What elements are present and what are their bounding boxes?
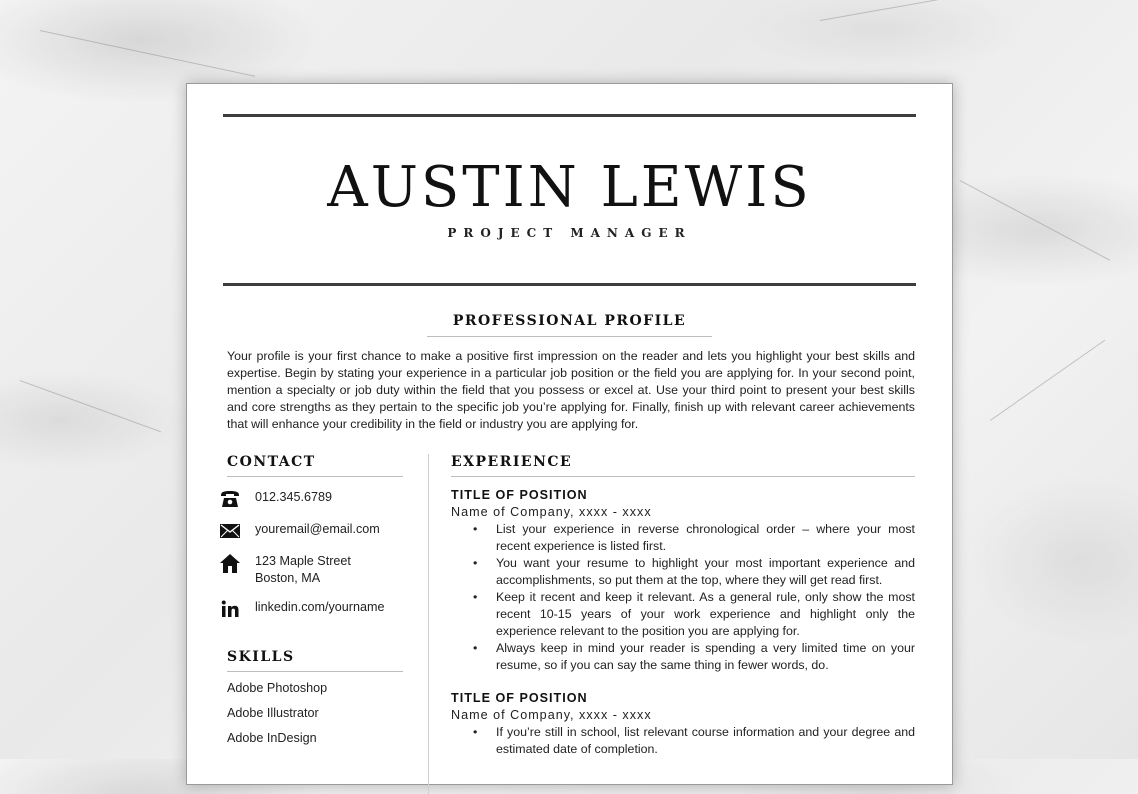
marble-vein — [40, 30, 255, 77]
skills-list — [227, 680, 403, 747]
candidate-name: AUSTIN LEWIS — [327, 155, 812, 220]
marble-vein — [820, 0, 938, 21]
job-company: Name of Company, xxxx - xxxx — [451, 708, 652, 722]
job-company: Name of Company, xxxx - xxxx — [451, 505, 652, 519]
contact-address — [227, 553, 403, 587]
marble-vein — [20, 380, 161, 432]
job-bullets — [451, 521, 915, 674]
top-rule — [223, 114, 916, 117]
experience-heading: EXPERIENCE — [451, 454, 573, 470]
email-address: youremail@email.com — [255, 522, 380, 536]
skill-item: Adobe Illustrator — [227, 706, 319, 720]
contact-email — [227, 521, 403, 541]
phone-number: 012.345.6789 — [255, 490, 333, 504]
column-divider — [428, 454, 429, 794]
address-line-2: Boston, MA — [255, 571, 321, 585]
job-bullet: • If you’re still in school, list relevant course information and your degree and estimated date of completion. — [496, 724, 915, 758]
job-title: TITLE OF POSITION — [451, 691, 588, 705]
job-bullet: • Always keep in mind your reader is spending a very limited time on your resume, so if you can say the same thing in fewer words, do. — [496, 640, 915, 674]
right-column — [451, 454, 915, 758]
job-entry — [451, 690, 915, 758]
home-icon — [219, 553, 241, 573]
job-entry — [451, 487, 915, 674]
header-bottom-rule — [223, 283, 916, 286]
address — [255, 553, 351, 587]
job-title: TITLE OF POSITION — [451, 488, 588, 502]
left-column — [227, 454, 403, 755]
address-line-1: 123 Maple Street — [255, 554, 351, 568]
contact-phone — [227, 489, 403, 509]
job-bullets — [451, 724, 915, 758]
job-bullet: • You want your resume to highlight your most important experience and accomplishments, so put them at the top, where they will get read first. — [496, 555, 915, 589]
job-bullet: • Keep it recent and keep it relevant. As a general rule, only show the most recent 10-15 years of your work experience and highlight only the experience relevant to the position you are applying for. — [496, 589, 915, 640]
job-bullet: • List your experience in reverse chronological order – where your most recent experience is listed first. — [496, 521, 915, 555]
marble-vein — [960, 180, 1111, 261]
skills-heading: SKILLS — [227, 649, 295, 665]
profile-heading: PROFESSIONAL PROFILE — [452, 313, 687, 329]
linkedin-icon — [219, 599, 241, 619]
experience-heading-rule — [451, 476, 915, 477]
profile-text: Your profile is your first chance to make a positive first impression on the reader and lets you highlight your best skills and expertise. Begin by stating your experience in a particular job position or the field you are applying for. In your second point, mention a specialty or job duty within the field that you possess or excel at. Use your third point to present your best skills and core strengths as they pertain to the specific job you’re applying for. Finally, finish up with relevant career achievements that will enhance your credibility in the field or industry you are applying for. — [227, 349, 915, 431]
contact-heading-rule — [227, 476, 403, 477]
skill-item: Adobe Photoshop — [227, 681, 328, 695]
marble-vein — [990, 340, 1105, 421]
candidate-job-title: PROJECT MANAGER — [447, 226, 692, 240]
contact-list — [227, 489, 403, 619]
profile-heading-rule — [427, 336, 712, 337]
resume-page — [186, 83, 953, 785]
skills-heading-rule — [227, 671, 403, 672]
envelope-icon — [219, 521, 241, 541]
linkedin-url: linkedin.com/yourname — [255, 600, 385, 614]
contact-heading: CONTACT — [227, 454, 316, 470]
contact-linkedin — [227, 599, 403, 619]
skill-item: Adobe InDesign — [227, 731, 317, 745]
phone-icon — [219, 489, 241, 509]
